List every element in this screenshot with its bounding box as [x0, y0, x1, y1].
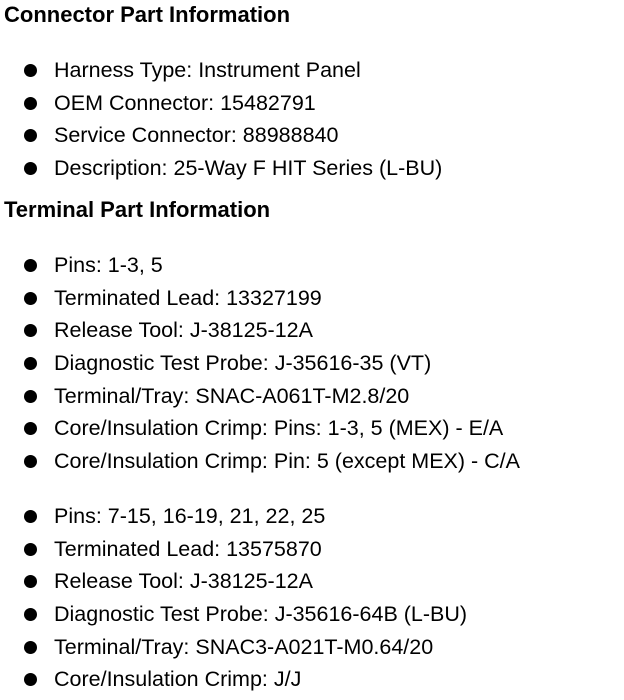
bullet-icon — [24, 455, 37, 468]
bullet-icon — [24, 390, 37, 403]
bullet-icon — [24, 64, 37, 77]
connector-section-heading: Connector Part Information — [4, 2, 291, 27]
list-item-text: Terminal/Tray: SNAC3-A021T-M0.64/20 — [54, 634, 434, 659]
bullet-icon — [24, 543, 37, 556]
list-item-text: Diagnostic Test Probe: J-35616-35 (VT) — [54, 351, 432, 376]
bullet-icon — [24, 641, 37, 654]
bullet-icon — [24, 162, 37, 175]
list-item-text: Terminated Lead: 13327199 — [54, 285, 322, 310]
bullet-icon — [24, 324, 37, 337]
list-item-text: Core/Insulation Crimp: Pins: 1-3, 5 (MEX) - E/A — [54, 416, 504, 441]
list-item-text: Diagnostic Test Probe: J-35616-64B (L-BU) — [54, 602, 468, 627]
bullet-icon — [24, 673, 37, 686]
terminal-section-heading: Terminal Part Information — [4, 197, 271, 222]
bullet-icon — [24, 357, 37, 370]
bullet-icon — [24, 259, 37, 272]
list-item-text: Pins: 7-15, 16-19, 21, 22, 25 — [54, 504, 326, 528]
bullet-icon — [24, 129, 37, 142]
list-item-text: Terminated Lead: 13575870 — [54, 536, 322, 561]
list-item-text: Description: 25-Way F HIT Series (L-BU) — [54, 156, 443, 181]
list-item-text: Service Connector: 88988840 — [54, 123, 339, 148]
bullet-icon — [24, 422, 37, 435]
list-item-text: Release Tool: J-38125-12A — [54, 318, 313, 343]
list-item-text: Release Tool: J-38125-12A — [54, 569, 313, 594]
bullet-icon — [24, 97, 37, 110]
list-item-text: Terminal/Tray: SNAC-A061T-M2.8/20 — [54, 383, 410, 408]
list-item-text: Harness Type: Instrument Panel — [54, 58, 361, 82]
bullet-icon — [24, 608, 37, 621]
list-item-text: Pins: 1-3, 5 — [54, 253, 163, 277]
bullet-icon — [24, 510, 37, 523]
list-item-text: Core/Insulation Crimp: Pin: 5 (except MEX) - C/A — [54, 449, 520, 474]
bullet-icon — [24, 575, 37, 588]
list-item-text: OEM Connector: 15482791 — [54, 90, 316, 115]
list-item-text: Core/Insulation Crimp: J/J — [54, 667, 302, 692]
bullet-icon — [24, 292, 37, 305]
